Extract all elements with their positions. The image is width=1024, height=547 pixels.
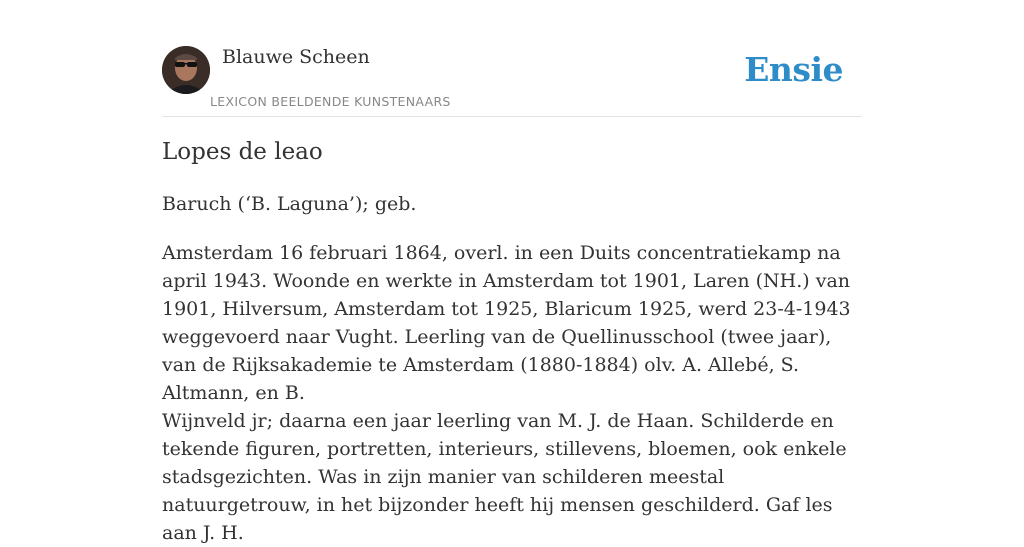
brand-logo[interactable]: Ensie xyxy=(744,50,843,89)
article-paragraph: Amsterdam 16 februari 1864, overl. in een Duits concentratiekamp na april 1943. Woonde en werkte in Amsterdam tot 1901, Laren (NH.) van 1901, Hilversum, Amsterdam tot 1925, Blaricum 1925, werd 23-4-1943 weggevoerd naar Vught. Leerling van de Quellinusschool (twee jaar), van de Rijksakademie te Amsterdam (1880-1884) olv. A. Allebé, S. Altmann, en B. xyxy=(162,242,851,404)
article-title: Lopes de leao xyxy=(162,139,323,165)
author-avatar[interactable] xyxy=(162,46,210,94)
author-name[interactable]: Blauwe Scheen xyxy=(222,46,370,68)
avatar-portrait-icon xyxy=(162,46,210,94)
article-header xyxy=(162,46,862,117)
article-paragraph: Wijnveld jr; daarna een jaar leerling van M. J. de Haan. Schilderde en tekende figuren, portretten, interieurs, stillevens, bloemen, ook enkele stadsgezichten. Was in zijn manier van schilderen meestal natuurgetrouw, in het bijzonder heeft hij mensen geschilderd. Gaf les aan J. H. xyxy=(162,410,847,544)
article-lead: Baruch (‘B. Laguna’); geb. xyxy=(162,193,417,215)
category-label[interactable]: LEXICON BEELDENDE KUNSTENAARS xyxy=(210,94,451,109)
